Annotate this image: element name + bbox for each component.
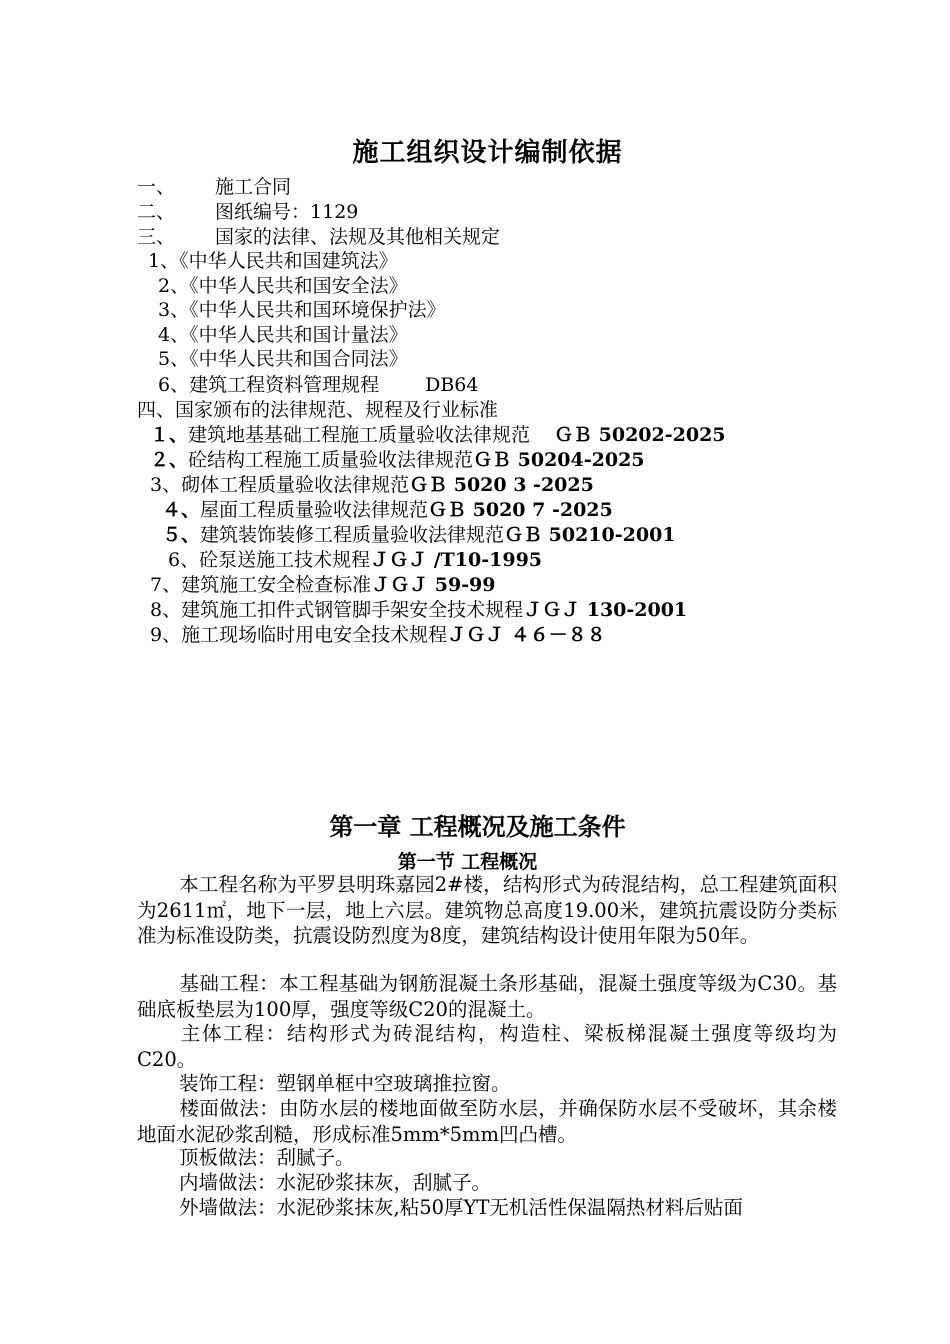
- standard-item: [162, 523, 676, 547]
- law-item: 2、《中华人民共和国安全法》: [158, 275, 408, 297]
- standard-title: 建筑装饰装修工程质量验收法律规范: [200, 524, 505, 546]
- basis-item: [137, 175, 291, 199]
- standard-number: 9、: [150, 624, 182, 646]
- standard-title: 砌体工程质量验收法律规范: [181, 474, 410, 496]
- standard-code: ＪＧＪ /T10-1995: [370, 549, 543, 571]
- overview-paragraph: 楼面做法：由防水层的楼地面做至防水层，并确保防水层不受破坏，其余楼地面水泥砂浆刮糙，形成标准5mm*5mm凹凸槽。: [137, 1097, 837, 1146]
- standard-title: 施工现场临时用电安全技术规程: [181, 624, 448, 646]
- basis-item: [137, 200, 358, 224]
- standard-title: 建筑施工扣件式钢管脚手架安全技术规程: [181, 599, 524, 621]
- standard-item: [168, 548, 542, 572]
- overview-paragraph: 外墙做法：水泥砂浆抹灰,粘50厚YT无机活性保温隔热材料后贴面: [179, 1196, 743, 1219]
- basis-item-number: 二、: [137, 201, 176, 223]
- basis-item-text: 国家的法律、法规及其他相关规定: [215, 226, 501, 248]
- overview-paragraph: 基础工程：本工程基础为钢筋混凝土条形基础，混凝土强度等级为C30。基础底板垫层为100厚，强度等级C20的混凝土。: [137, 972, 837, 1021]
- overview-paragraph: 装饰工程：塑钢单框中空玻璃推拉窗。: [179, 1072, 511, 1095]
- standard-title: 建筑施工安全检查标准: [181, 574, 372, 596]
- standard-item: [150, 423, 726, 447]
- standard-number: 6、: [168, 549, 200, 571]
- overview-paragraph: 顶板做法：刮腻子。: [179, 1146, 355, 1169]
- basis-item-text: 施工合同: [215, 176, 292, 198]
- document-title: 施工组织设计编制依据: [352, 138, 623, 168]
- standard-code: ＧＢ 5020 3 -2025: [409, 474, 594, 496]
- chapter-title: 第一章 工程概况及施工条件: [329, 812, 626, 841]
- overview-paragraph: 主体工程：结构形式为砖混结构，构造柱、梁板梯混凝土强度等级均为C20。: [137, 1022, 837, 1071]
- standard-code: ＧＢ 50210-2001: [504, 524, 676, 546]
- standard-title: 砼泵送施工技术规程: [199, 549, 371, 571]
- standard-number: 3、: [150, 474, 182, 496]
- section-four-heading: 四、国家颁布的法律规范、规程及行业标准: [137, 399, 499, 421]
- law-item-text: 6、建筑工程资料管理规程: [158, 374, 380, 396]
- standard-item: [150, 573, 496, 597]
- standard-title: 建筑地基基础工程施工质量验收法律规范: [188, 424, 531, 446]
- standard-number: ５、: [162, 524, 201, 546]
- standard-item: [150, 448, 645, 472]
- basis-item-number: 一、: [137, 176, 176, 198]
- basis-item-text: 图纸编号：1129: [215, 201, 359, 223]
- standard-item: [150, 598, 687, 622]
- standard-number: １、: [150, 424, 189, 446]
- standard-code: ＪＧＪ 59-99: [371, 574, 496, 596]
- section-title: 第一节 工程概况: [397, 851, 538, 873]
- standard-code: ＪＧＪ ４６－８８: [447, 624, 606, 646]
- basis-item: [137, 225, 500, 249]
- law-item: [158, 373, 478, 397]
- law-item: 3、《中华人民共和国环境保护法》: [158, 299, 446, 321]
- standard-item: [162, 498, 613, 522]
- standard-number: ２、: [150, 449, 189, 471]
- standard-code: ＧＢ 50202-2025: [554, 424, 726, 446]
- standard-code: ＧＢ 50204-2025: [473, 449, 645, 471]
- standard-number: 7、: [150, 574, 182, 596]
- standard-code: ＪＧＪ 130-2001: [523, 599, 688, 621]
- law-item: 5、《中华人民共和国合同法》: [158, 348, 408, 370]
- standard-item: [150, 473, 594, 497]
- law-item-code: DB64: [425, 374, 479, 396]
- overview-paragraph: 内墙做法：水泥砂浆抹灰，刮腻子。: [179, 1171, 492, 1194]
- standard-title: 砼结构工程施工质量验收法律规范: [188, 449, 474, 471]
- standard-code: ＧＢ 5020 7 -2025: [428, 499, 613, 521]
- overview-paragraph: 本工程名称为平罗县明珠嘉园2#楼，结构形式为砖混结构，总工程建筑面积为2611㎡，地下一层，地上六层。建筑物总高度19.00米，建筑抗震设防分类标准为标准设防类，抗震设防烈度为8度，建筑结构设计使用年限为50年。: [137, 873, 837, 947]
- law-item: 1、《中华人民共和国建筑法》: [148, 250, 398, 272]
- standard-number: 8、: [150, 599, 182, 621]
- standard-number: ４、: [162, 499, 201, 521]
- law-item: 4、《中华人民共和国计量法》: [158, 324, 408, 346]
- standard-item: [150, 623, 606, 647]
- basis-item-number: 三、: [137, 226, 176, 248]
- standard-title: 屋面工程质量验收法律规范: [200, 499, 429, 521]
